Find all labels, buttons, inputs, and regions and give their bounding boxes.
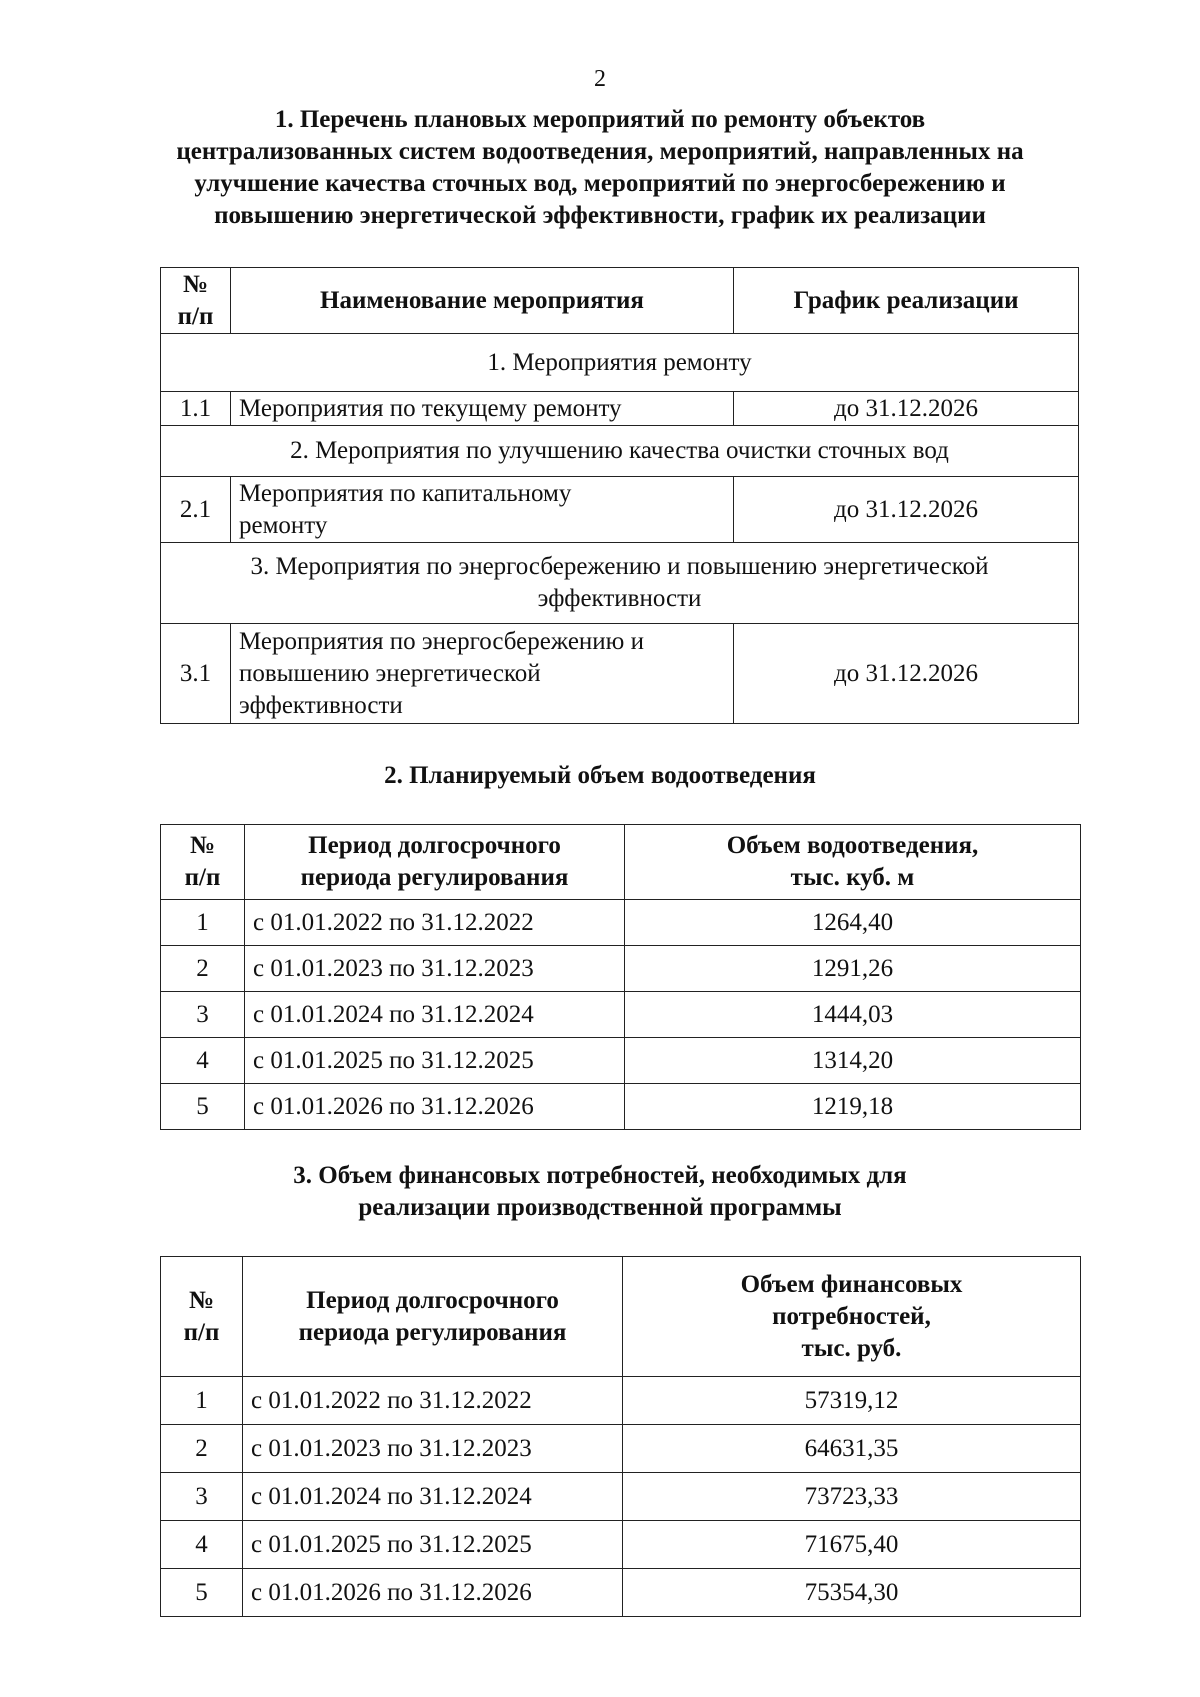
row-num: 1.1 xyxy=(161,392,231,426)
row-period: с 01.01.2022 по 31.12.2022 xyxy=(245,900,625,946)
row-volume: 1314,20 xyxy=(625,1038,1081,1084)
row-num: 4 xyxy=(161,1521,243,1569)
row-finance: 75354,30 xyxy=(623,1569,1081,1617)
header-finance: Объем финансовых потребностей, тыс. руб. xyxy=(623,1257,1081,1377)
row-volume: 1264,40 xyxy=(625,900,1081,946)
table-row xyxy=(161,477,1079,543)
row-volume: 1219,18 xyxy=(625,1084,1081,1130)
table-row xyxy=(161,1377,1081,1425)
row-volume: 1291,26 xyxy=(625,946,1081,992)
header-num: № п/п xyxy=(161,1257,243,1377)
row-num: 1 xyxy=(161,1377,243,1425)
row-period: с 01.01.2026 по 31.12.2026 xyxy=(245,1084,625,1130)
table-header-row xyxy=(161,1257,1081,1377)
measures-table xyxy=(160,267,1079,724)
header-volume: Объем водоотведения, тыс. куб. м xyxy=(625,825,1081,900)
row-schedule: до 31.12.2026 xyxy=(734,477,1079,543)
row-num: 3.1 xyxy=(161,624,231,724)
row-period: с 01.01.2025 по 31.12.2025 xyxy=(243,1521,623,1569)
group-title: 3. Мероприятия по энергосбережению и повышению энергетической эффективности xyxy=(161,543,1079,624)
group-row xyxy=(161,426,1079,477)
section1-title-line: улучшение качества сточных вод, мероприятий по энергосбережению и xyxy=(194,170,1006,197)
group-row xyxy=(161,334,1079,392)
group-title: 1. Мероприятия ремонту xyxy=(161,334,1079,392)
table-row xyxy=(161,1425,1081,1473)
row-num: 2 xyxy=(161,946,245,992)
table-row xyxy=(161,1038,1081,1084)
row-period: с 01.01.2026 по 31.12.2026 xyxy=(243,1569,623,1617)
table-row xyxy=(161,900,1081,946)
table-row xyxy=(161,1569,1081,1617)
row-measure-name: Мероприятия по капитальному ремонту xyxy=(231,477,734,543)
section2-title: 2. Планируемый объем водоотведения xyxy=(384,762,816,789)
table-header-row xyxy=(161,825,1081,900)
row-volume: 1444,03 xyxy=(625,992,1081,1038)
row-measure-name: Мероприятия по текущему ремонту xyxy=(231,392,734,426)
row-finance: 64631,35 xyxy=(623,1425,1081,1473)
row-period: с 01.01.2022 по 31.12.2022 xyxy=(243,1377,623,1425)
header-period: Период долгосрочного периода регулирования xyxy=(243,1257,623,1377)
row-num: 5 xyxy=(161,1084,245,1130)
section3-title-line: 3. Объем финансовых потребностей, необходимых для xyxy=(293,1162,907,1189)
table-row xyxy=(161,1521,1081,1569)
header-num: № п/п xyxy=(161,268,231,334)
row-period: с 01.01.2024 по 31.12.2024 xyxy=(245,992,625,1038)
row-num: 5 xyxy=(161,1569,243,1617)
row-finance: 57319,12 xyxy=(623,1377,1081,1425)
row-period: с 01.01.2025 по 31.12.2025 xyxy=(245,1038,625,1084)
row-schedule: до 31.12.2026 xyxy=(734,392,1079,426)
financial-needs-table xyxy=(160,1256,1081,1617)
row-num: 1 xyxy=(161,900,245,946)
table-row xyxy=(161,1473,1081,1521)
header-schedule: График реализации xyxy=(734,268,1079,334)
wastewater-volume-table xyxy=(160,824,1081,1130)
table-row xyxy=(161,624,1079,724)
row-finance: 73723,33 xyxy=(623,1473,1081,1521)
row-num: 3 xyxy=(161,1473,243,1521)
table-header-row xyxy=(161,268,1079,334)
header-measure-name: Наименование мероприятия xyxy=(231,268,734,334)
row-num: 4 xyxy=(161,1038,245,1084)
section3-title xyxy=(120,1160,1080,1224)
row-schedule: до 31.12.2026 xyxy=(734,624,1079,724)
group-title: 2. Мероприятия по улучшению качества очистки сточных вод xyxy=(161,426,1079,477)
header-period: Период долгосрочного периода регулирования xyxy=(245,825,625,900)
group-row xyxy=(161,543,1079,624)
row-num: 2.1 xyxy=(161,477,231,543)
section1-title xyxy=(120,104,1080,232)
row-period: с 01.01.2023 по 31.12.2023 xyxy=(245,946,625,992)
table-row xyxy=(161,392,1079,426)
section1-title-line: централизованных систем водоотведения, мероприятий, направленных на xyxy=(176,138,1024,165)
page-number: 2 xyxy=(594,66,606,92)
row-period: с 01.01.2024 по 31.12.2024 xyxy=(243,1473,623,1521)
row-num: 2 xyxy=(161,1425,243,1473)
row-finance: 71675,40 xyxy=(623,1521,1081,1569)
header-num: № п/п xyxy=(161,825,245,900)
table-row xyxy=(161,992,1081,1038)
row-period: с 01.01.2023 по 31.12.2023 xyxy=(243,1425,623,1473)
section1-title-line: 1. Перечень плановых мероприятий по ремонту объектов xyxy=(274,106,926,133)
section1-title-line: повышению энергетической эффективности, график их реализации xyxy=(214,202,986,229)
table-row xyxy=(161,1084,1081,1130)
table-row xyxy=(161,946,1081,992)
row-measure-name: Мероприятия по энергосбережению и повышению энергетической эффективности xyxy=(231,624,734,724)
section3-title-line: реализации производственной программы xyxy=(358,1194,842,1221)
row-num: 3 xyxy=(161,992,245,1038)
